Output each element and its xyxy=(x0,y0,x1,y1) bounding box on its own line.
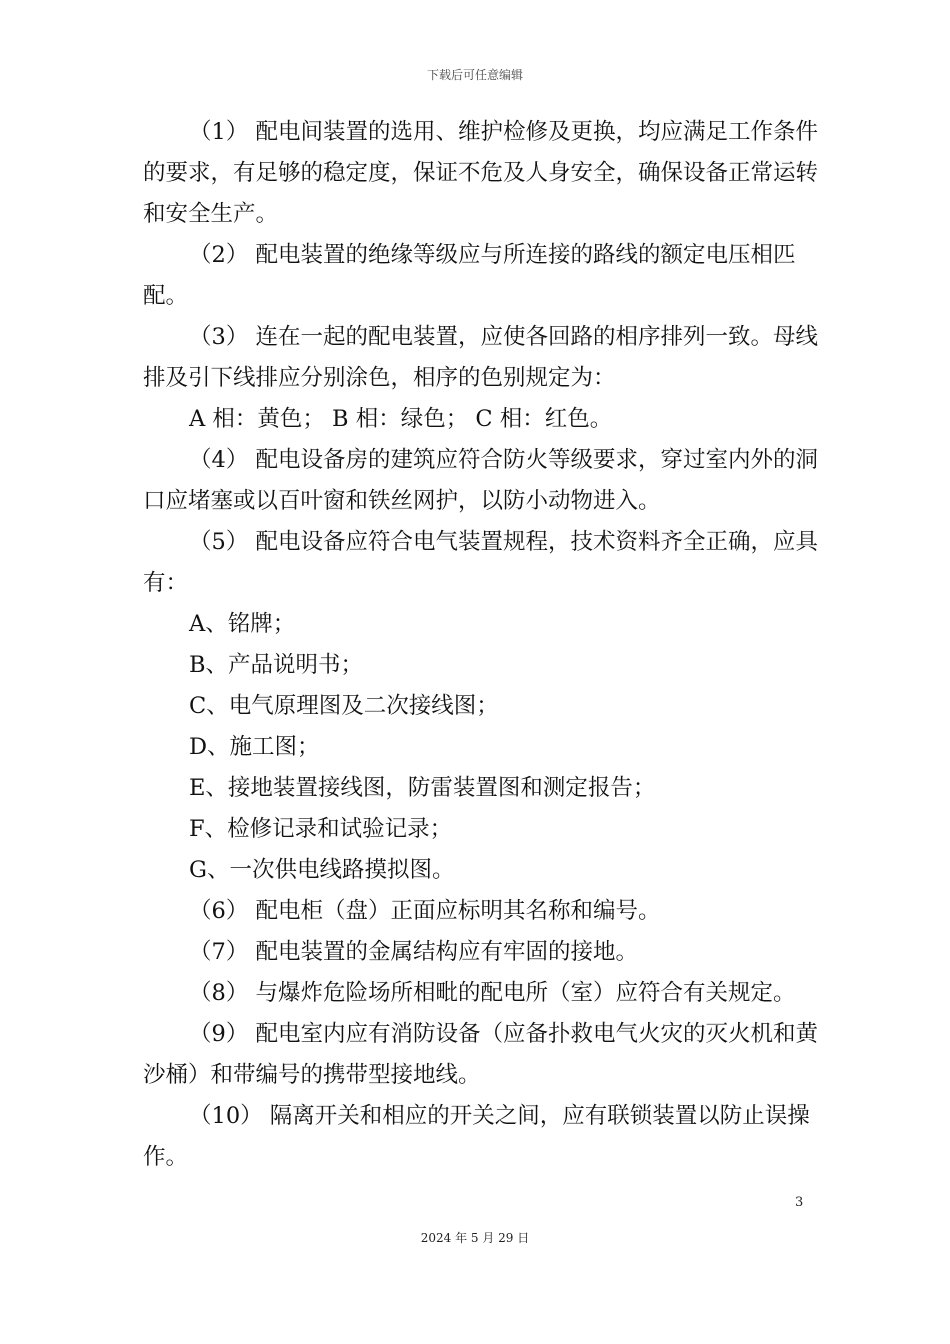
text-line: 有： xyxy=(143,570,189,596)
list-item: A、铭牌； xyxy=(189,611,296,637)
text-line: （2） 配电装置的绝缘等级应与所连接的路线的额定电压相匹 xyxy=(189,242,796,268)
text-line: （8） 与爆炸危险场所相毗的配电所（室）应符合有关规定。 xyxy=(189,980,796,1006)
text-line: 排及引下线排应分别涂色，相序的色别规定为： xyxy=(143,365,616,391)
list-item: B、产品说明书； xyxy=(189,652,364,678)
list-item: F、检修记录和试验记录； xyxy=(189,816,453,842)
text-line: （10） 隔离开关和相应的开关之间，应有联锁装置以防止误操 xyxy=(189,1103,810,1129)
text-line: （7） 配电装置的金属结构应有牢固的接地。 xyxy=(189,939,638,965)
text-line: 的要求，有足够的稳定度，保证不危及人身安全，确保设备正常运转 xyxy=(143,160,819,186)
list-item: G、一次供电线路摸拟图。 xyxy=(189,857,455,883)
page-footer-date: 2024 年 5 月 29 日 xyxy=(420,1231,530,1245)
text-line: A 相：黄色； B 相：绿色； C 相：红色。 xyxy=(189,406,613,432)
text-line: 和安全生产。 xyxy=(143,201,279,227)
list-item: C、电气原理图及二次接线图； xyxy=(189,693,499,719)
text-line: （1） 配电间装置的选用、维护检修及更换，均应满足工作条件 xyxy=(189,119,818,145)
text-line: 口应堵塞或以百叶窗和铁丝网护，以防小动物进入。 xyxy=(143,488,661,514)
page-number: 3 xyxy=(795,1195,804,1210)
document-body xyxy=(143,112,819,1178)
text-line: （3） 连在一起的配电装置，应使各回路的相序排列一致。母线 xyxy=(189,324,818,350)
text-line: 作。 xyxy=(143,1144,189,1170)
list-item: E、接地装置接线图，防雷装置图和测定报告； xyxy=(189,775,656,801)
text-line: 沙桶）和带编号的携带型接地线。 xyxy=(143,1062,481,1088)
text-line: （9） 配电室内应有消防设备（应备扑救电气火灾的灭火机和黄 xyxy=(189,1021,818,1047)
text-line: （4） 配电设备房的建筑应符合防火等级要求，穿过室内外的洞 xyxy=(189,447,818,473)
page-header: 下载后可任意编辑 xyxy=(426,68,523,82)
list-item: D、施工图； xyxy=(189,734,320,760)
text-line: （6） 配电柜（盘）正面应标明其名称和编号。 xyxy=(189,898,661,924)
text-line: （5） 配电设备应符合电气装置规程，技术资料齐全正确，应具 xyxy=(189,529,818,555)
text-line: 配。 xyxy=(143,283,189,309)
